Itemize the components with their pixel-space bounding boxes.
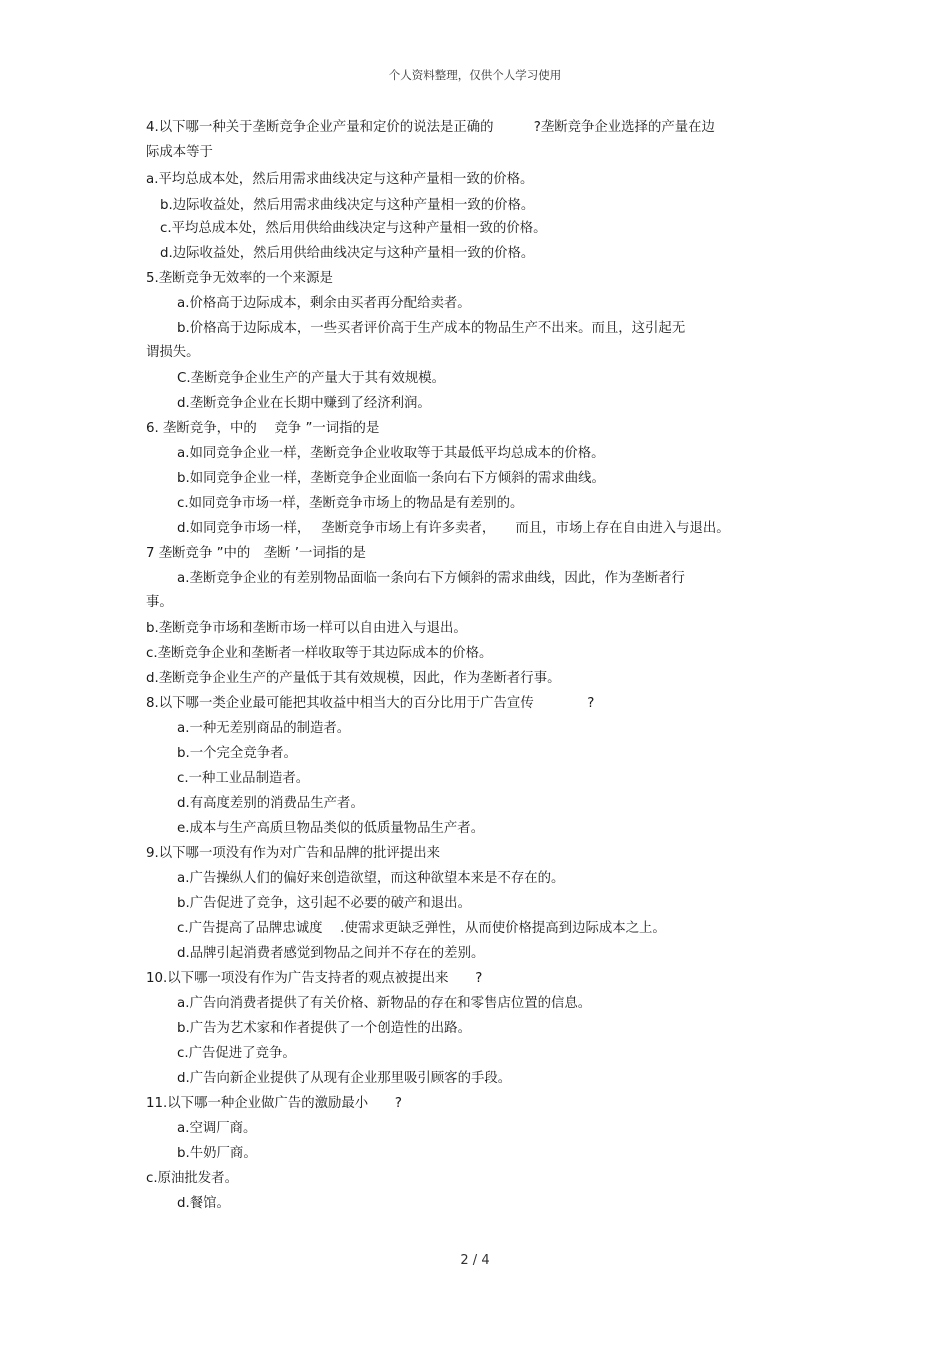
option-text: d.有高度差别的消费品生产者。 xyxy=(177,796,364,811)
question-text: 9.以下哪一项没有作为对广告和品牌的批评提出来 xyxy=(146,846,440,861)
option-text: c.垄断竞争企业和垄断者一样收取等于其边际成本的价格。 xyxy=(146,646,493,661)
question-text: 11.以下哪一种企业做广告的激励最小 ? xyxy=(146,1096,403,1111)
option-text: d.广告向新企业提供了从现有企业那里吸引顾客的手段。 xyxy=(177,1071,512,1086)
question-text: 5.垄断竞争无效率的一个来源是 xyxy=(146,271,333,286)
option-text: b.边际收益处，然后用需求曲线决定与这种产量相一致的价格。 xyxy=(160,198,535,213)
option-text: e.成本与生产高质旦物品类似的低质量物品生产者。 xyxy=(177,821,485,836)
option-text: c.原油批发者。 xyxy=(146,1171,238,1186)
question-text: 7 垄断竞争 ”中的 垄断 ’一词指的是 xyxy=(146,546,366,561)
option-text: d.垄断竞争企业在长期中赚到了经济利润。 xyxy=(177,396,431,411)
option-text: a.一种无差别商品的制造者。 xyxy=(177,721,351,736)
option-text: a.垄断竞争企业的有差别物品面临一条向右下方倾斜的需求曲线，因此，作为垄断者行 xyxy=(177,571,685,586)
option-text: b.价格高于边际成本，一些买者评价高于生产成本的物品生产不出来。而且，这引起无 xyxy=(177,321,686,336)
question-text: 10.以下哪一项没有作为广告支持者的观点被提出来 ? xyxy=(146,971,483,986)
option-text: c.一种工业品制造者。 xyxy=(177,771,310,786)
option-text: d.边际收益处，然后用供给曲线决定与这种产量相一致的价格。 xyxy=(160,246,535,261)
question-text: 8.以下哪一类企业最可能把其收益中相当大的百分比用于广告宣传 ? xyxy=(146,696,595,711)
page-header: 个人资料整理，仅供个人学习使用 xyxy=(388,68,562,82)
option-text: c.广告提高了品牌忠诚度 .使需求更缺乏弹性，从而使价格提高到边际成本之上。 xyxy=(177,921,666,936)
option-text: c.平均总成本处，然后用供给曲线决定与这种产量相一致的价格。 xyxy=(160,221,547,236)
option-text: d.垄断竞争企业生产的产量低于其有效规模，因此，作为垄断者行事。 xyxy=(146,671,561,686)
option-text: b.牛奶厂商。 xyxy=(177,1146,257,1161)
option-text: d.餐馆。 xyxy=(177,1196,230,1211)
question-text: 4.以下哪一种关于垄断竞争企业产量和定价的说法是正确的 ?垄断竞争企业选择的产量在边 xyxy=(146,120,715,135)
question-text: 6. 垄断竞争，中的 竞争 ”一词指的是 xyxy=(146,421,380,436)
option-text: b.一个完全竞争者。 xyxy=(177,746,297,761)
option-text: a.平均总成本处，然后用需求曲线决定与这种产量相一致的价格。 xyxy=(146,172,534,187)
option-text: d.如同竞争市场一样， 垄断竞争市场上有许多卖者， 而且，市场上存在自由进入与退出。 xyxy=(177,521,730,536)
question-text: 际成本等于 xyxy=(146,145,213,160)
option-text: a.广告向消费者提供了有关价格、新物品的存在和零售店位置的信息。 xyxy=(177,996,592,1011)
option-text: d.品牌引起消费者感觉到物品之间并不存在的差别。 xyxy=(177,946,485,961)
option-text: b.如同竞争企业一样，垄断竞争企业面临一条向右下方倾斜的需求曲线。 xyxy=(177,471,605,486)
option-text: b.垄断竞争市场和垄断市场一样可以自由进入与退出。 xyxy=(146,621,467,636)
option-text: b.广告促进了竞争，这引起不必要的破产和退出。 xyxy=(177,896,471,911)
option-text: c.广告促进了竞争。 xyxy=(177,1046,296,1061)
option-text: a.价格高于边际成本，剩余由买者再分配给卖者。 xyxy=(177,296,471,311)
option-text: a.广告操纵人们的偏好来创造欲望，而这种欲望本来是不存在的。 xyxy=(177,871,565,886)
page-number: 2 / 4 xyxy=(460,1253,490,1268)
option-text: a.如同竞争企业一样，垄断竞争企业收取等于其最低平均总成本的价格。 xyxy=(177,446,605,461)
option-text: 谓损失。 xyxy=(146,345,200,360)
option-text: C.垄断竞争企业生产的产量大于其有效规模。 xyxy=(177,371,446,386)
option-text: c.如同竞争市场一样，垄断竞争市场上的物品是有差别的。 xyxy=(177,496,524,511)
option-text: b.广告为艺术家和作者提供了一个创造性的出路。 xyxy=(177,1021,471,1036)
option-text: a.空调厂商。 xyxy=(177,1121,257,1136)
option-text: 事。 xyxy=(146,595,173,610)
